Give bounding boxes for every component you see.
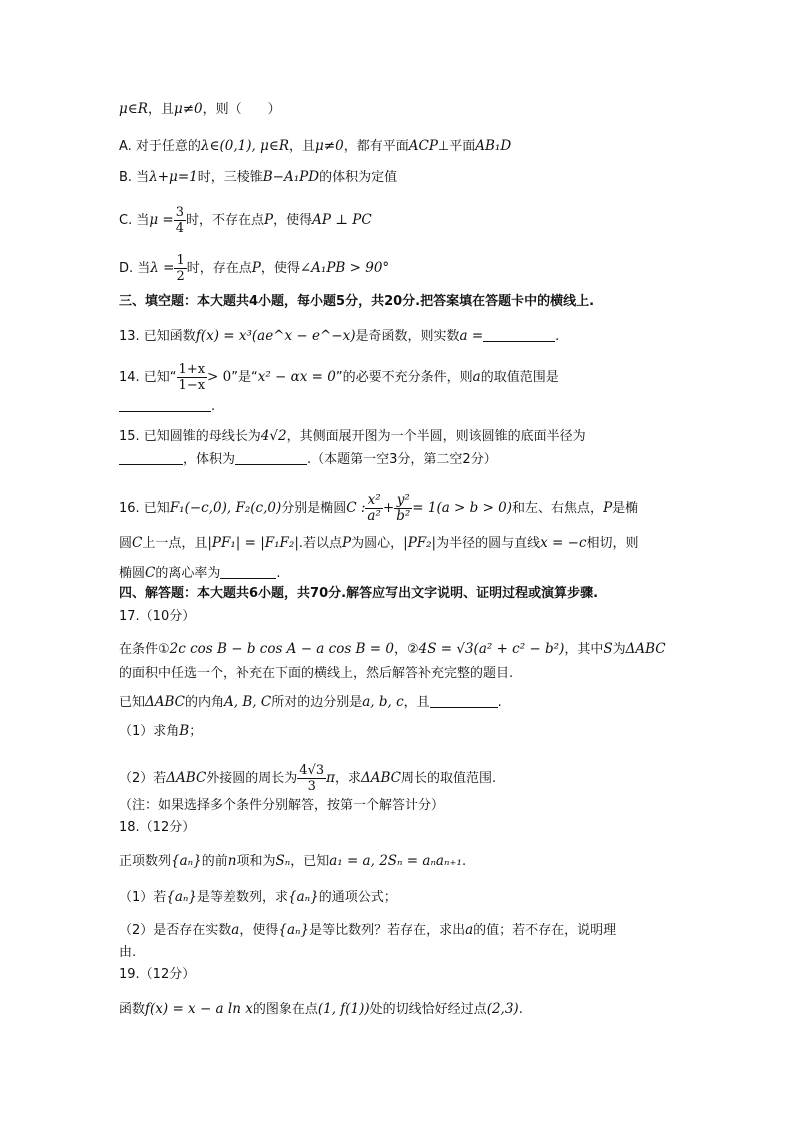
fraction: $\frac{\text{y²}}{\text{b²}}$: [396, 492, 411, 524]
fraction: $\frac{3}{4}$: [175, 205, 185, 236]
math-expr: 4S = √3(a² + c² − b²): [418, 641, 565, 657]
math-expr: 4√2: [260, 428, 287, 444]
math-expr: P: [264, 212, 274, 228]
math-expr: C :: [346, 500, 366, 516]
fraction: $\frac{1}{2}$: [176, 253, 185, 284]
math-expr: x² − αx = 0: [257, 369, 336, 385]
math-expr: (1, f(1)): [317, 1001, 370, 1017]
question-17-part2: （2）若ΔABC外接圆的周长为 $\frac{4√3}{3}$ π，求ΔABC周长的取值范围.: [119, 763, 497, 794]
math-expr: AB₁D: [475, 138, 512, 154]
q12-option-c: C. 当μ = $\frac{3}{4}$ 时，不存在点P，使得AP ⊥ PC: [119, 205, 372, 236]
math-expr: f(x) = x³(ae^x − e^−x): [195, 328, 356, 344]
fraction: $\frac{4√3}{3}$: [299, 763, 325, 794]
math-expr: P: [603, 500, 613, 516]
question-17-line2: 的面积中任选一个，补充在下面的横线上，然后解答补充完整的题目.: [119, 666, 514, 681]
math-expr: (2,3): [486, 1001, 519, 1017]
q12-option-b: B. 当λ+μ=1时，三棱锥B−A₁PD的体积为定值: [119, 169, 398, 185]
math-expr: AP ⊥ PC: [312, 212, 372, 228]
math-expr: a =: [459, 328, 484, 344]
math-expr: x = −c: [540, 535, 587, 551]
math-expr: a₁ = a, 2Sₙ = aₙaₙ₊₁: [329, 853, 462, 869]
math-expr: n: [227, 853, 237, 869]
question-16-line1: 16. 已知F₁(−c,0), F₂(c,0)分别是椭圆C : $\frac{\text{x²}}{\text{a²}}$ + $\frac{\text{y²}}{\text{b²}}$ = 1(a > b > 0)和左、右焦点，P是椭: [119, 492, 639, 524]
question-16-line3: 椭圆C的离心率为 .: [119, 565, 281, 581]
math-expr: 2c cos B − b cos A − a cos B = 0: [169, 641, 394, 657]
math-expr: {aₙ}: [278, 922, 310, 938]
math-expr: S: [603, 641, 613, 657]
math-expr: μ≠0: [315, 138, 344, 154]
math-expr: B−A₁PD: [262, 169, 320, 185]
math-expr: |PF₂|: [403, 535, 437, 551]
math-expr: a: [465, 922, 474, 938]
question-15-line1: 15. 已知圆锥的母线长为4√2，其侧面展开图为一个半圆，则该圆锥的底面半径为: [119, 428, 586, 444]
question-18-heading: 18.（12分）: [119, 820, 196, 835]
math-expr: μ =: [149, 212, 174, 228]
question-13: 13. 已知函数f(x) = x³(ae^x − e^−x)是奇函数，则实数a = .: [119, 328, 560, 344]
question-17-part1: （1）求角B；: [119, 723, 203, 739]
math-expr: μ∈R: [119, 101, 148, 117]
q12-stem-tail: μ∈R，且μ≠0，则（ ）: [119, 101, 281, 117]
math-expr: a, b, c: [362, 694, 404, 710]
question-17-line3: 已知ΔABC的内角A, B, C所对的边分别是a, b, c，且 .: [119, 694, 502, 710]
question-15-line2: ，体积为 .（本题第一空3分，第二空2分）: [119, 451, 679, 469]
section-heading-fill-blank: 三、填空题：本大题共4小题，每小题5分，共20分.把答案填在答题卡中的横线上.: [119, 294, 595, 309]
math-expr: P: [251, 260, 261, 276]
math-expr: C: [145, 565, 156, 581]
fraction: $\frac{\text{x²}}{\text{a²}}$: [367, 492, 381, 524]
math-expr: C: [132, 535, 143, 551]
math-expr: f(x) = x − a ln x: [145, 1001, 253, 1017]
math-expr: ACP: [408, 138, 438, 154]
math-expr: ΔABC: [145, 694, 186, 710]
question-18-part2: （2）是否存在实数a，使得{aₙ}是等比数列？若存在，求出a的值；若不存在，说明理: [119, 922, 617, 938]
answer-blank: [119, 452, 183, 465]
question-18-line1: 正项数列{aₙ}的前n项和为Sₙ，已知a₁ = a, 2Sₙ = aₙaₙ₊₁.: [119, 853, 467, 869]
fraction: $\frac{1+x}{1-x}$: [178, 362, 206, 393]
question-14-blank-line: .: [119, 398, 679, 416]
math-expr: {aₙ}: [171, 853, 202, 869]
math-expr: μ≠0: [173, 101, 203, 117]
answer-blank: [483, 329, 555, 342]
math-expr: {aₙ}: [166, 889, 197, 905]
math-expr: λ =: [150, 260, 175, 276]
math-expr: |PF₁| = |F₁F₂|: [207, 535, 299, 551]
q12-option-d: D. 当λ = $\frac{1}{2}$ 时，存在点P，使得∠A₁PB > 90°: [119, 253, 390, 284]
math-expr: ∠A₁PB > 90°: [299, 260, 390, 276]
answer-blank: [235, 452, 307, 465]
math-expr: = 1(a > b > 0): [412, 500, 513, 516]
question-14: 14. 已知“ $\frac{1+x}{1-x}$ > 0”是“x² − αx = 0”的必要不充分条件，则a的取值范围是: [119, 362, 559, 393]
math-expr: a: [231, 922, 240, 938]
question-17-heading: 17.（10分）: [119, 609, 196, 624]
math-expr: P: [342, 535, 352, 551]
question-18-part1: （1）若{aₙ}是等差数列，求{aₙ}的通项公式；: [119, 889, 397, 905]
question-19-line1: 函数f(x) = x − a ln x的图象在点(1, f(1))处的切线恰好经过点(2,3).: [119, 1001, 523, 1017]
answer-blank: [430, 695, 498, 708]
answer-blank: [220, 566, 276, 579]
math-expr: B: [179, 723, 190, 739]
math-expr: {aₙ}: [288, 889, 319, 905]
question-16-line2: 圆C上一点，且|PF₁| = |F₁F₂|.若以点P为圆心，|PF₂|为半径的圆与直线x = −c相切，则: [119, 535, 639, 551]
math-expr: ΔABC: [625, 641, 666, 657]
math-expr: a: [472, 369, 481, 385]
question-18-part2-cont: 由.: [119, 945, 137, 960]
math-expr: F₁(−c,0), F₂(c,0): [169, 500, 282, 516]
math-expr: A, B, C: [224, 694, 272, 710]
math-expr: ΔABC: [361, 770, 402, 786]
question-17-note: （注：如果选择多个条件分别解答，按第一个解答计分）: [119, 798, 445, 813]
math-expr: λ∈(0,1), μ∈R: [200, 138, 290, 154]
math-expr: Sₙ: [275, 853, 291, 869]
section-heading-solutions: 四、解答题：本大题共6小题，共70分.解答应写出文字说明、证明过程或演算步骤.: [119, 586, 599, 601]
math-expr: λ+μ=1: [149, 169, 198, 185]
q12-option-a: A. 对于任意的λ∈(0,1), μ∈R，且μ≠0，都有平面ACP⊥平面AB₁D: [119, 138, 512, 154]
question-17-line1: 在条件①2c cos B − b cos A − a cos B = 0，②4S = √3(a² + c² − b²)，其中S为ΔABC: [119, 641, 666, 657]
question-19-heading: 19.（12分）: [119, 967, 196, 982]
answer-blank: [119, 399, 211, 412]
math-expr: ΔABC: [166, 770, 207, 786]
